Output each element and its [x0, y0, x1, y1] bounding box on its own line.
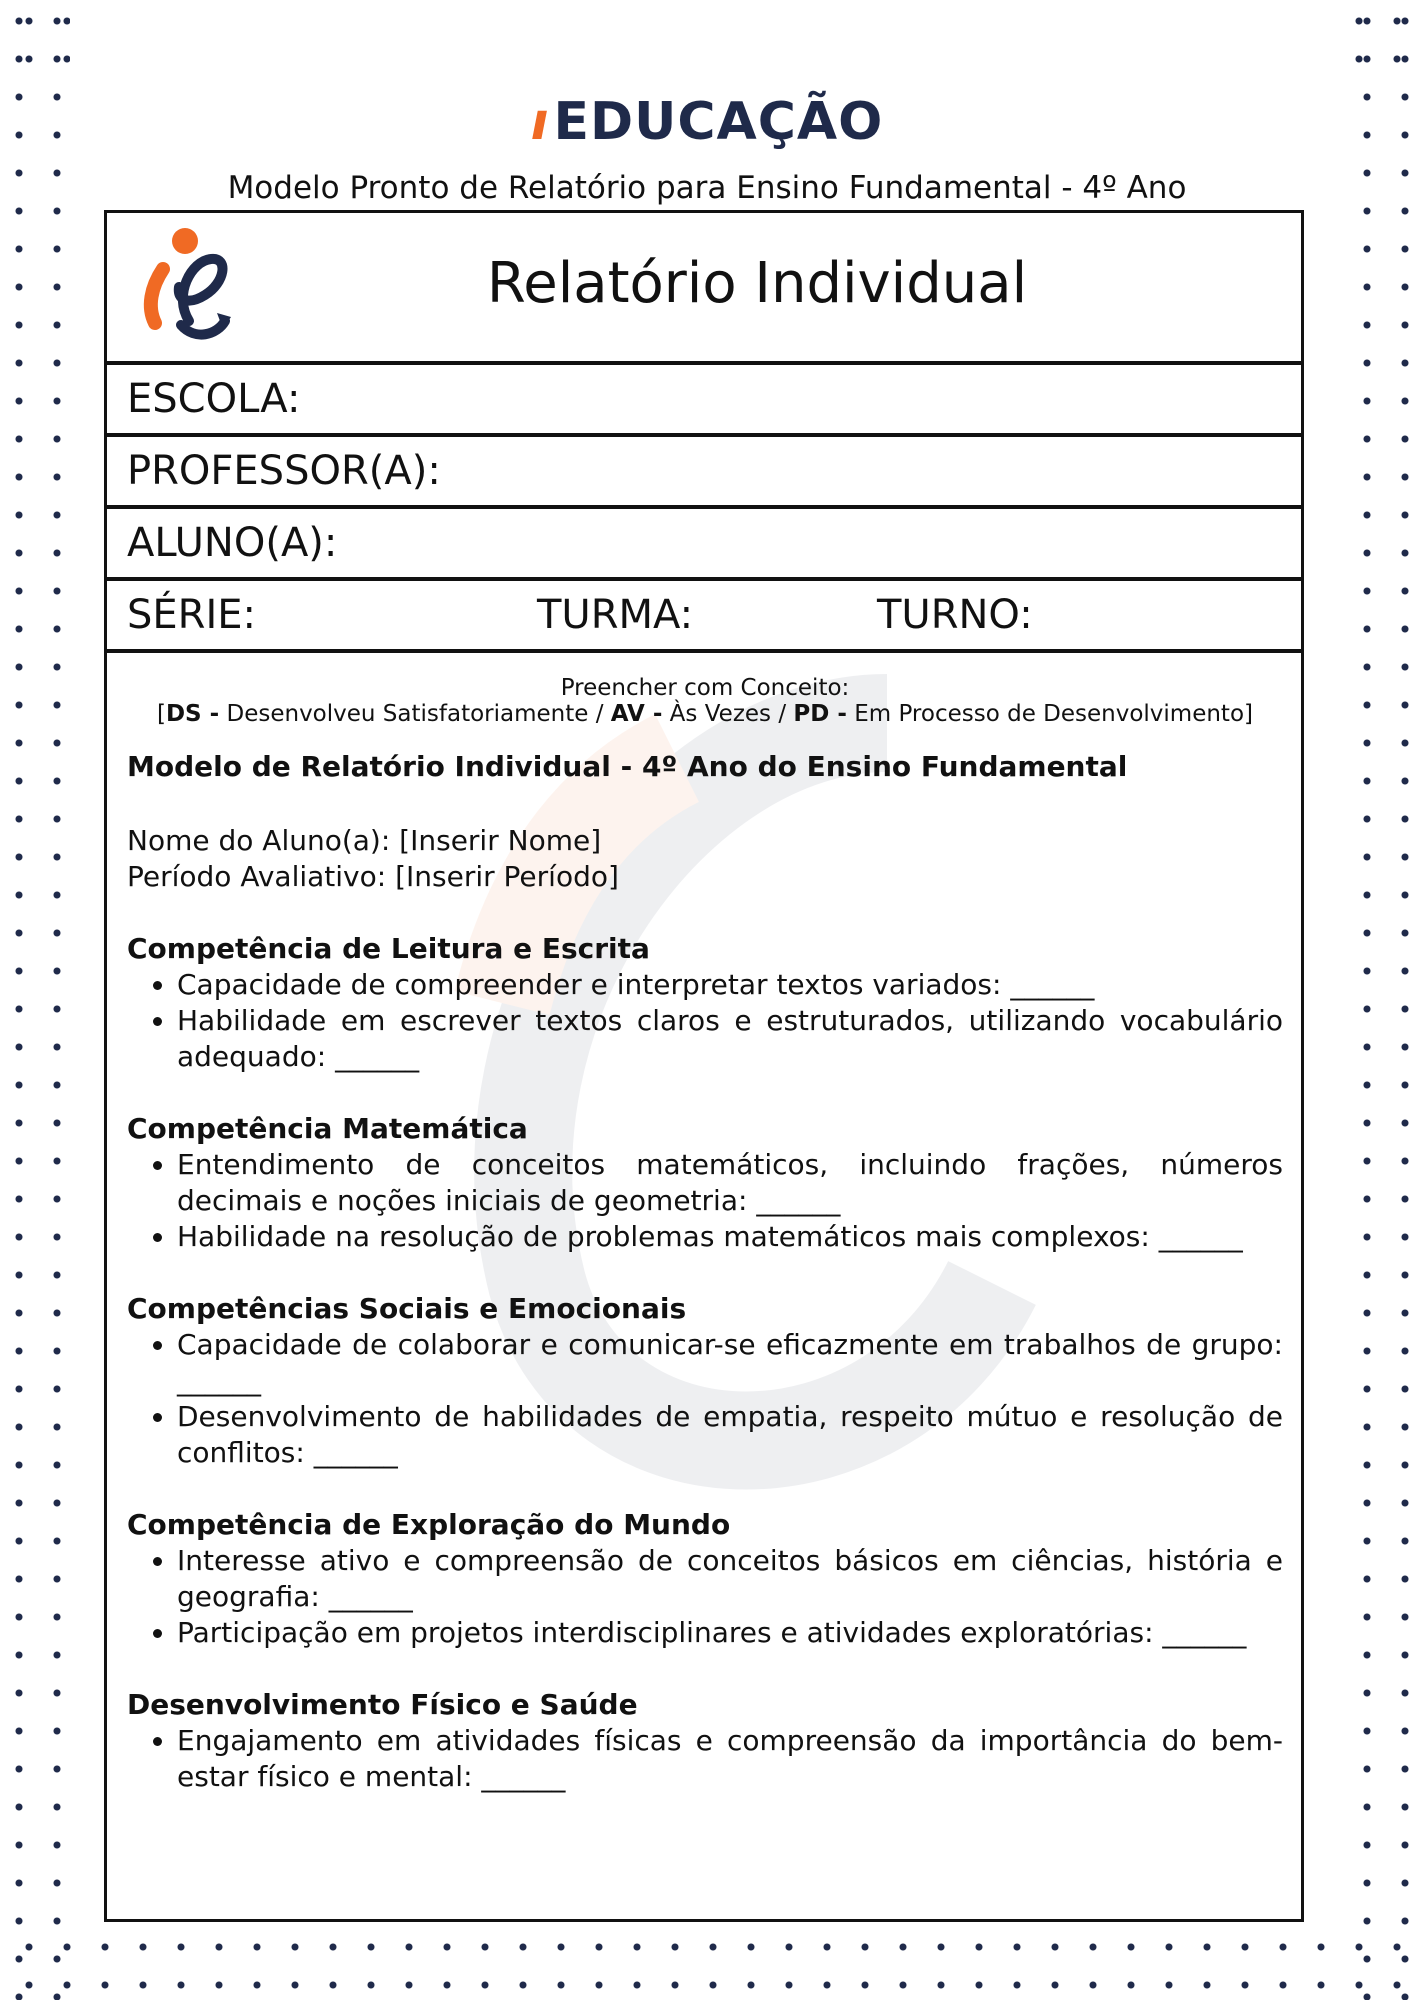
legend-intro: Preencher com Conceito: [560, 675, 850, 701]
section-title: Competência de Exploração do Mundo [127, 1508, 731, 1541]
report-content [107, 653, 1301, 1795]
brand-i-icon: ı [530, 92, 550, 152]
list-item: • Habilidade em escrever textos claros e estruturados, utilizando vocabulário adequado: ______ [177, 1003, 1283, 1075]
field-aluno-label: ALUNO(A): [127, 520, 338, 566]
period-line: Período Avaliativo: [Inserir Período] [127, 860, 619, 893]
field-serie-label: SÉRIE: [127, 592, 257, 638]
e-logo-icon [133, 225, 243, 349]
list-item: • Entendimento de conceitos matemáticos, incluindo frações, números decimais e noções iniciais de geometria: ______ [177, 1147, 1283, 1219]
dot-border-left [0, 0, 70, 2000]
legend-ds-code: DS - [165, 701, 220, 727]
field-escola-label: ESCOLA: [127, 376, 301, 422]
field-escola [107, 365, 1301, 437]
brand-wordmark: EDUCAÇÃO [553, 92, 884, 152]
list-item: • Capacidade de compreender e interpretar textos variados: ______ [177, 967, 1283, 1003]
report-frame [104, 210, 1304, 1922]
brand-logo [70, 92, 1344, 152]
section-title: Competência Matemática [127, 1112, 528, 1145]
section-matematica [127, 1111, 1283, 1255]
document-subtitle: Modelo Pronto de Relatório para Ensino Fundamental - 4º Ano [227, 170, 1187, 206]
legend-pd-code: PD - [793, 701, 847, 727]
model-title: Modelo de Relatório Individual - 4º Ano do Ensino Fundamental [127, 750, 1128, 783]
section-fisico-saude [127, 1687, 1283, 1795]
field-professor [107, 437, 1301, 509]
list-item: • Engajamento em atividades físicas e compreensão da importância do bem-estar físico e mental: ______ [177, 1723, 1283, 1795]
section-leitura-escrita [127, 931, 1283, 1075]
report-header [107, 213, 1301, 365]
dot-border-bottom [0, 1920, 1414, 2000]
field-turma-label: TURMA: [537, 592, 694, 638]
field-serie-turma-turno [107, 581, 1301, 653]
student-meta [127, 823, 1283, 895]
dot-border-right [1344, 0, 1414, 2000]
list-item: • Participação em projetos interdisciplinares e atividades exploratórias: ______ [177, 1615, 1283, 1651]
field-turno-label: TURNO: [877, 592, 1033, 638]
list-item: • Habilidade na resolução de problemas matemáticos mais complexos: ______ [177, 1219, 1283, 1255]
list-item: • Interesse ativo e compreensão de conceitos básicos em ciências, história e geografia: ______ [177, 1543, 1283, 1615]
legend-concepts: [DS - Desenvolveu Satisfatoriamente / AV - Às Vezes / PD - Em Processo de Desenvolvimento] [156, 701, 1253, 727]
list-item: • Capacidade de colaborar e comunicar-se eficazmente em trabalhos de grupo: ______ [177, 1327, 1283, 1399]
legend-av-code: AV - [610, 701, 663, 727]
section-exploracao-mundo [127, 1507, 1283, 1651]
report-title: Relatório Individual [486, 251, 1028, 316]
section-title: Competência de Leitura e Escrita [127, 932, 650, 965]
section-sociais-emocionais [127, 1291, 1283, 1471]
student-name-line: Nome do Aluno(a): [Inserir Nome] [127, 824, 602, 857]
field-aluno [107, 509, 1301, 581]
section-title: Desenvolvimento Físico e Saúde [127, 1688, 638, 1721]
section-title: Competências Sociais e Emocionais [127, 1292, 687, 1325]
document-page [70, 0, 1344, 1920]
field-professor-label: PROFESSOR(A): [127, 448, 441, 494]
list-item: • Desenvolvimento de habilidades de empatia, respeito mútuo e resolução de conflitos: ______ [177, 1399, 1283, 1471]
